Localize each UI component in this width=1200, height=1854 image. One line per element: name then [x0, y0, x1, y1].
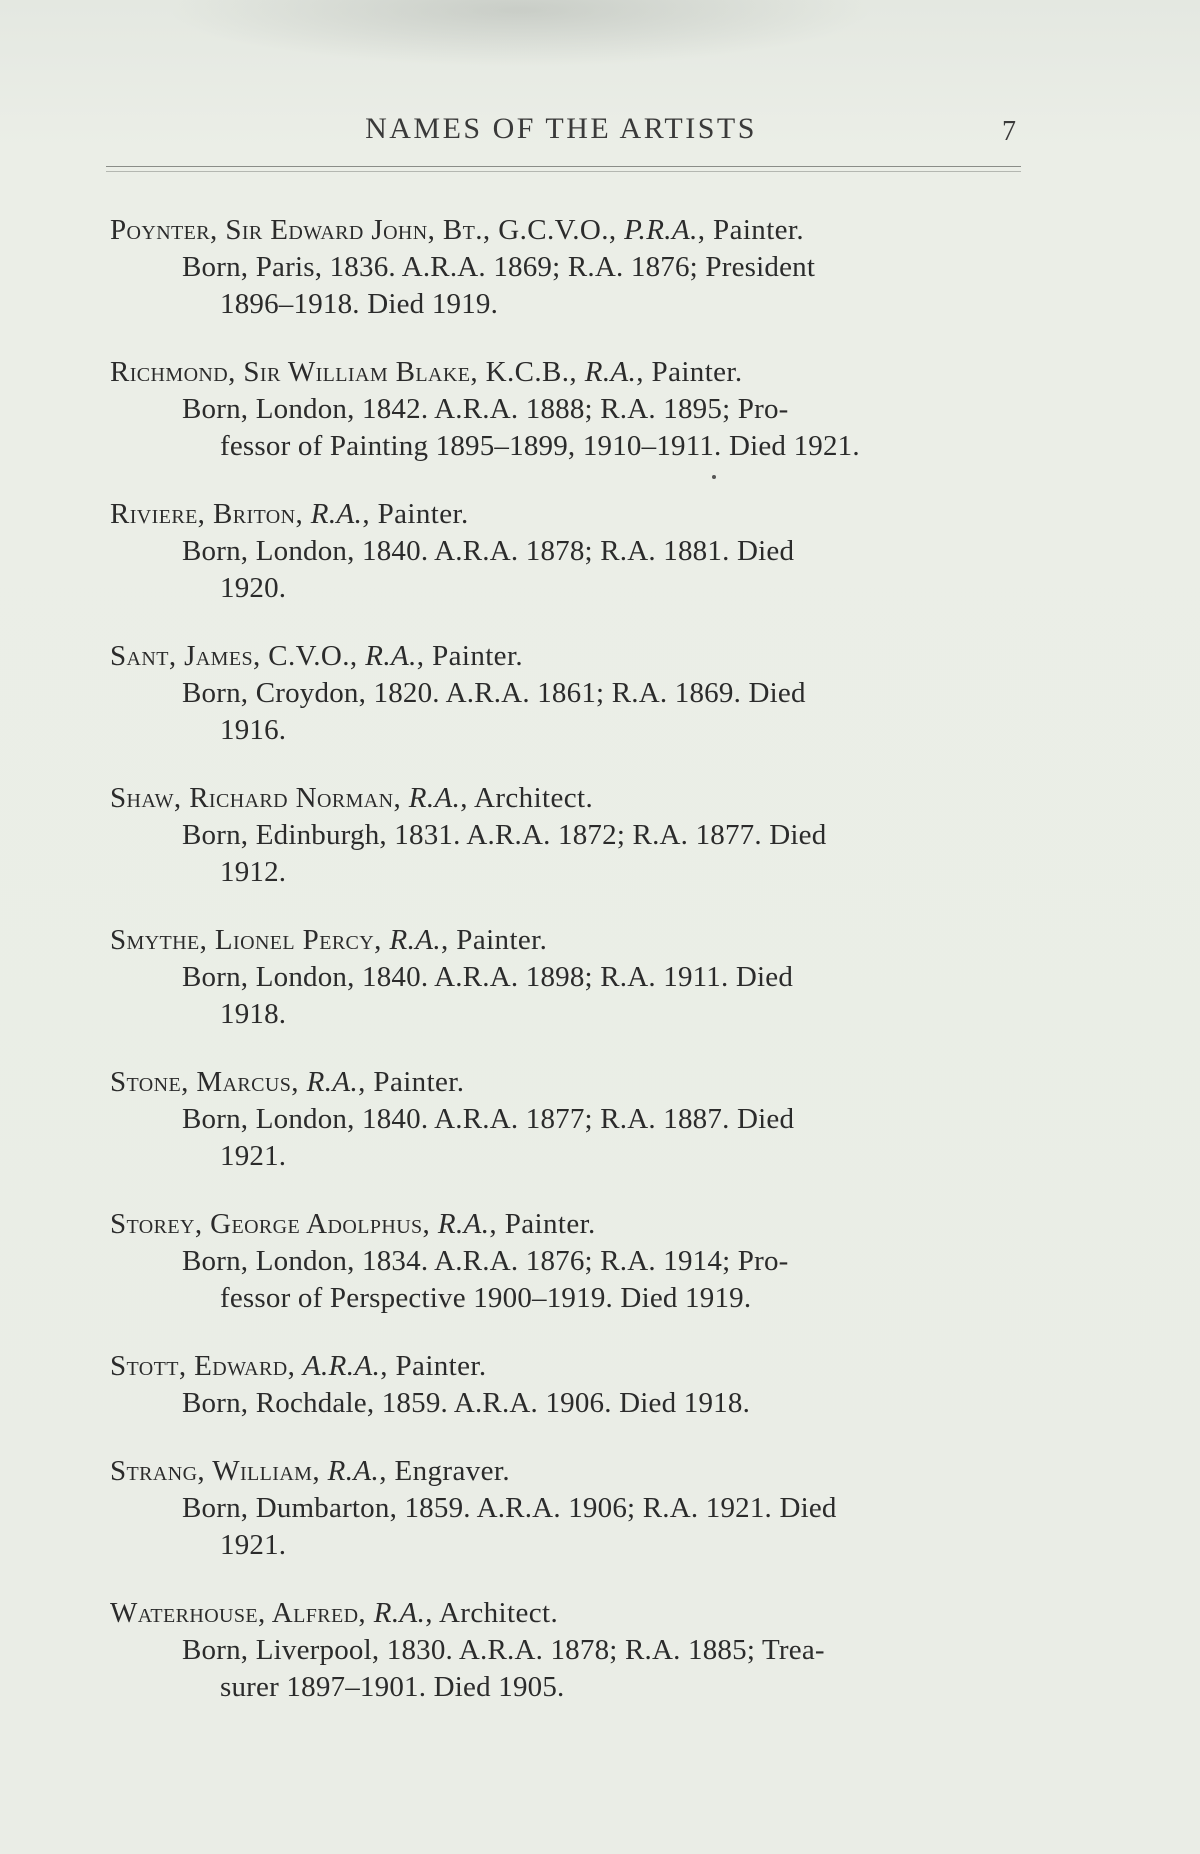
entry-heading: [110, 1206, 1030, 1243]
artist-entry: [110, 212, 1030, 323]
artist-entry: [110, 1064, 1030, 1175]
artist-role: , Painter.: [489, 1208, 596, 1240]
academy-title: R.A.: [408, 782, 461, 814]
artist-entry: [110, 496, 1030, 607]
academy-title: P.R.A.: [624, 214, 698, 246]
artist-entry: [110, 922, 1030, 1033]
artist-name: Stone, Marcus,: [110, 1066, 299, 1098]
entry-bio: [110, 1632, 1040, 1706]
page-number: 7: [1002, 116, 1016, 147]
paper-speck: [712, 475, 716, 479]
running-head: [106, 112, 1016, 152]
artist-role: , Architect.: [425, 1597, 559, 1629]
artist-entry: [110, 638, 1030, 749]
entry-heading: [110, 1064, 1030, 1101]
artist-entries: [110, 212, 1030, 1737]
artist-name: Storey, George Adolphus,: [110, 1208, 431, 1240]
bio-continuation: 1920.: [220, 572, 287, 604]
bio-continuation: surer 1897–1901. Died 1905.: [220, 1671, 565, 1703]
artist-name: Smythe, Lionel Percy,: [110, 924, 382, 956]
artist-entry: [110, 354, 1030, 465]
bio-line: Born, London, 1840. A.R.A. 1878; R.A. 1881. Died: [182, 535, 795, 567]
artist-name: Waterhouse, Alfred,: [110, 1597, 367, 1629]
artist-name: Richmond, Sir William Blake, K.C.B.,: [110, 356, 578, 388]
bio-line: Born, London, 1842. A.R.A. 1888; R.A. 1895; Pro-: [182, 393, 789, 425]
entry-heading: [110, 354, 1030, 391]
academy-title: R.A.: [373, 1597, 426, 1629]
entry-bio: [110, 1490, 1040, 1564]
entry-heading: [110, 1453, 1030, 1490]
running-title: NAMES OF THE ARTISTS: [365, 112, 757, 145]
header-rule-thin: [106, 171, 1021, 172]
bio-continuation: 1896–1918. Died 1919.: [220, 288, 499, 320]
bio-continuation: fessor of Painting 1895–1899, 1910–1911. Died 1921.: [220, 430, 860, 462]
entry-heading: [110, 922, 1030, 959]
entry-bio: [110, 249, 1040, 323]
artist-entry: [110, 1453, 1030, 1564]
bio-continuation: 1921.: [220, 1140, 287, 1172]
artist-role: , Painter.: [440, 924, 548, 956]
bio-line: Born, London, 1834. A.R.A. 1876; R.A. 1914; Pro-: [182, 1245, 789, 1277]
academy-title: R.A.: [584, 356, 637, 388]
artist-name: Sant, James, C.V.O.,: [110, 640, 358, 672]
entry-bio: [110, 959, 1040, 1033]
academy-title: A.R.A.: [302, 1350, 381, 1382]
academy-title: R.A.: [327, 1455, 380, 1487]
bio-line: Born, Rochdale, 1859. A.R.A. 1906. Died 1918.: [182, 1387, 751, 1419]
artist-name: Poynter, Sir Edward John, Bt., G.C.V.O.,: [110, 214, 617, 246]
header-rule: [106, 166, 1021, 167]
bio-continuation: 1916.: [220, 714, 287, 746]
entry-bio: [110, 817, 1040, 891]
bio-continuation: 1912.: [220, 856, 287, 888]
artist-role: , Engraver.: [379, 1455, 511, 1487]
bio-line: Born, Croydon, 1820. A.R.A. 1861; R.A. 1869. Died: [182, 677, 806, 709]
bio-line: Born, Edinburgh, 1831. A.R.A. 1872; R.A. 1877. Died: [182, 819, 827, 851]
entry-heading: [110, 780, 1030, 817]
artist-role: , Painter.: [358, 1066, 465, 1098]
artist-entry: [110, 780, 1030, 891]
entry-bio: [110, 1243, 1040, 1317]
artist-role: , Painter.: [416, 640, 524, 672]
entry-heading: [110, 1348, 1030, 1385]
artist-entry: [110, 1206, 1030, 1317]
academy-title: R.A.: [365, 640, 417, 672]
academy-title: R.A.: [389, 924, 441, 956]
entry-bio: [110, 1101, 1040, 1175]
artist-name: Shaw, Richard Norman,: [110, 782, 402, 814]
academy-title: R.A.: [306, 1066, 359, 1098]
entry-bio: [110, 391, 1040, 465]
bio-continuation: fessor of Perspective 1900–1919. Died 1919.: [220, 1282, 752, 1314]
bio-continuation: 1921.: [220, 1529, 287, 1561]
artist-role: , Painter.: [636, 356, 743, 388]
artist-name: Strang, William,: [110, 1455, 320, 1487]
artist-role: , Painter.: [380, 1350, 487, 1382]
entry-bio: [110, 1385, 1040, 1422]
artist-entry: [110, 1595, 1030, 1706]
entry-bio: [110, 533, 1040, 607]
entry-heading: [110, 1595, 1030, 1632]
bio-continuation: 1918.: [220, 998, 287, 1030]
artist-entry: [110, 1348, 1030, 1422]
academy-title: R.A.: [437, 1208, 490, 1240]
bio-line: Born, London, 1840. A.R.A. 1898; R.A. 1911. Died: [182, 961, 794, 993]
bio-line: Born, Paris, 1836. A.R.A. 1869; R.A. 1876; President: [182, 251, 816, 283]
entry-bio: [110, 675, 1040, 749]
entry-heading: [110, 496, 1030, 533]
artist-name: Riviere, Briton,: [110, 498, 304, 530]
entry-heading: [110, 638, 1030, 675]
artist-role: , Architect.: [460, 782, 594, 814]
bio-line: Born, Dumbarton, 1859. A.R.A. 1906; R.A. 1921. Died: [182, 1492, 837, 1524]
entry-heading: [110, 212, 1030, 249]
academy-title: R.A.: [310, 498, 363, 530]
artist-role: , Painter.: [362, 498, 469, 530]
bio-line: Born, London, 1840. A.R.A. 1877; R.A. 1887. Died: [182, 1103, 795, 1135]
artist-role: , Painter.: [697, 214, 805, 246]
artist-name: Stott, Edward,: [110, 1350, 296, 1382]
bio-line: Born, Liverpool, 1830. A.R.A. 1878; R.A. 1885; Trea-: [182, 1634, 825, 1666]
